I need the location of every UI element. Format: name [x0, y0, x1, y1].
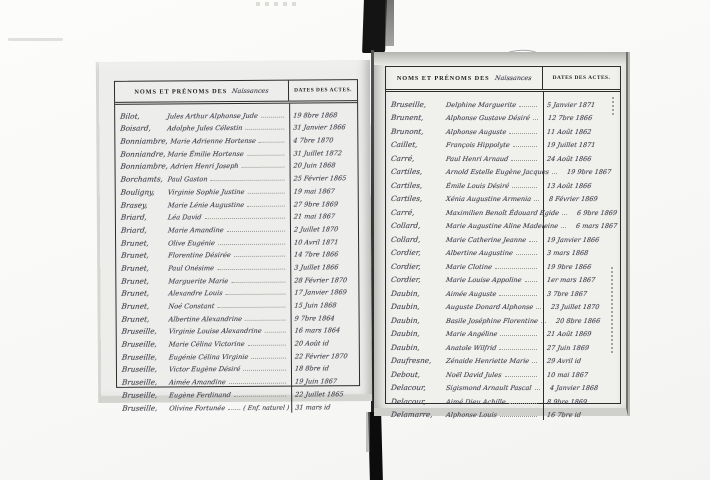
- register-page-right: [374, 52, 628, 419]
- table-row: [386, 110, 620, 124]
- surname: Carré,: [390, 153, 416, 163]
- given-names: Aimé Dieu Achille: [445, 397, 507, 406]
- dotted-leader: [241, 167, 284, 168]
- given-names: Alexandre Louis: [167, 289, 224, 298]
- table-row: [117, 399, 359, 413]
- dotted-leader: [500, 416, 537, 417]
- surname: Collard,: [390, 234, 422, 244]
- surname: Bruseille,: [121, 364, 158, 375]
- table-row: [386, 123, 620, 137]
- dotted-leader: [516, 254, 537, 255]
- dotted-leader: [226, 294, 286, 295]
- binding-shadow-smudge: [385, 0, 394, 46]
- given-names: Aimée Auguste: [445, 289, 497, 298]
- given-names: Olive Eugénie: [167, 238, 216, 248]
- table-row: [117, 310, 359, 324]
- act-date: 21 mai 1867: [293, 212, 336, 221]
- dotted-leader: [246, 129, 285, 130]
- surname: Bonniambre,: [119, 136, 169, 146]
- act-date: 19 9bre 1866: [546, 262, 592, 271]
- dotted-leader: [211, 180, 285, 182]
- dotted-leader: [234, 395, 286, 396]
- surname: Bilot,: [119, 111, 141, 121]
- given-names: Eugène Ferdinand: [168, 390, 232, 400]
- given-names: Alphonse Auguste: [445, 127, 507, 136]
- table-row: [386, 218, 620, 232]
- table-row: [386, 380, 620, 394]
- act-date: 19 Janvier 1866: [546, 235, 600, 244]
- category-handwritten: Naissances: [494, 74, 532, 82]
- table-row: [386, 137, 620, 151]
- act-date: 15 Juin 1868: [294, 301, 337, 310]
- act-date: 6 9bre 1869: [576, 208, 618, 217]
- dotted-leader: [500, 335, 537, 336]
- given-names: Marie Augustine Aline Madeleine: [445, 222, 559, 230]
- given-names: Anatole Wilfrid: [445, 343, 497, 352]
- surname: Bonniandre,: [119, 149, 167, 159]
- act-date: 24 Août 1866: [546, 154, 592, 163]
- act-date: 19 9bre 1867: [566, 168, 612, 176]
- surname: Boisard,: [119, 123, 152, 134]
- dotted-leader: [513, 146, 537, 147]
- given-names: Marie Louise Appoline: [445, 276, 523, 284]
- table-row: [386, 285, 620, 299]
- act-date: 22 Février 1870: [294, 351, 349, 361]
- surname: Bonniambre,: [120, 161, 169, 172]
- dotted-leader: [258, 142, 284, 143]
- surname: Bruseille,: [121, 390, 158, 400]
- dates-printed-label: DATES DES ACTES.: [552, 75, 611, 81]
- act-date: 31 Juillet 1872: [292, 148, 343, 158]
- surname: Daubin,: [390, 288, 421, 298]
- act-date: 10 Avril 1871: [293, 237, 339, 247]
- act-date: 8 9bre 1869: [546, 397, 588, 406]
- surname: Carré,: [390, 207, 416, 217]
- surname: Brunet,: [120, 288, 150, 299]
- table-row: [386, 191, 620, 205]
- dotted-leader: [495, 268, 537, 269]
- names-printed-label: NOMS ET PRÉNOMS DES: [396, 74, 490, 82]
- row-note: ( Enf. naturel ): [242, 404, 290, 412]
- table-row: [386, 299, 620, 313]
- act-date: 13 Août 1866: [546, 181, 592, 190]
- surname: Daubin,: [390, 329, 421, 338]
- table-row: [116, 234, 358, 248]
- dotted-leader: [499, 295, 537, 296]
- act-date: 17 Janvier 1869: [293, 288, 348, 297]
- dates-printed-label: DATES DES ACTES.: [294, 87, 352, 94]
- binding-bottom-shadow: [366, 412, 370, 452]
- given-names: Albertine Augustine: [445, 249, 514, 257]
- table-row: [116, 196, 358, 210]
- given-names: Marie Adrienne Hortense: [169, 136, 256, 146]
- surname: Cartiles,: [390, 180, 423, 190]
- given-names: Noé Constant: [168, 302, 215, 311]
- dotted-leader: [247, 154, 284, 155]
- act-date: 31 mars id: [294, 402, 331, 412]
- table-row: [386, 164, 620, 178]
- given-names: Florentine Désirée: [167, 251, 232, 260]
- dotted-leader: [234, 256, 285, 257]
- surname: Daubin,: [390, 315, 421, 325]
- surname: Cartiles,: [390, 194, 423, 203]
- dotted-leader: [243, 370, 286, 371]
- surname: Cordier,: [390, 261, 422, 271]
- act-date: 20 Août id: [294, 339, 330, 348]
- dotted-leader: [533, 119, 538, 120]
- given-names: Marie Clotine: [445, 262, 493, 271]
- dotted-leader: [265, 332, 286, 333]
- surname: Bruseille,: [121, 326, 158, 337]
- dotted-leader: [248, 345, 286, 346]
- given-names: Paul Onésime: [167, 264, 215, 273]
- act-date: 3 Juillet 1866: [293, 263, 340, 272]
- given-names: Eugénie Célina Virginie: [168, 352, 249, 362]
- given-names: Arnold Estelle Eugène Jacques: [445, 168, 550, 176]
- given-names: Paul Henri Arnaud: [445, 154, 509, 163]
- surname: Delamarre,: [390, 410, 434, 419]
- dotted-leader: [218, 243, 285, 244]
- surname: Delacour,: [390, 383, 427, 392]
- act-date: 29 Avril id: [546, 357, 582, 365]
- dotted-leader: [519, 106, 537, 107]
- dotted-leader: [525, 281, 537, 282]
- table-row: [386, 339, 620, 353]
- surname: Caillet,: [390, 140, 419, 149]
- act-date: 18 8bre id: [294, 364, 330, 374]
- given-names: Émile Louis Désiré: [445, 181, 510, 190]
- page-edge-imprint: [611, 267, 613, 355]
- act-date: 20 8bre 1866: [555, 316, 601, 325]
- given-names: Marie Catherine Jeanne: [445, 235, 527, 244]
- table-row: [116, 272, 358, 286]
- table-body: [115, 103, 359, 413]
- act-date: 27 9bre 1869: [293, 199, 339, 209]
- given-names: Aimée Amandine: [168, 378, 227, 387]
- dotted-leader: [231, 281, 285, 282]
- act-date: 14 7bre 1866: [293, 250, 339, 259]
- given-names: Jules Arthur Alphonse Jude: [166, 111, 259, 121]
- surname: Borchamts,: [120, 174, 164, 184]
- given-names: Léa David: [167, 213, 202, 222]
- act-date: 16 7bre id: [546, 411, 582, 419]
- table-row: [115, 107, 357, 121]
- surname: Bruseille,: [121, 339, 158, 349]
- dotted-leader: [512, 187, 537, 188]
- surname: Cartiles,: [390, 167, 423, 176]
- act-date: 3 mars 1868: [546, 249, 589, 257]
- given-names: Virginie Sophie Justine: [167, 187, 246, 197]
- dotted-leader: [511, 160, 537, 161]
- surname: Cordier,: [390, 248, 422, 257]
- act-date: 31 Janvier 1866: [292, 123, 347, 132]
- register-table-right: [385, 66, 621, 419]
- dotted-leader: [245, 319, 286, 320]
- table-row: [386, 407, 620, 421]
- given-names: Auguste Donard Alphonse: [445, 303, 534, 311]
- given-names: Victor Eugène Désiré: [168, 365, 241, 374]
- header-dates-cell: [542, 67, 620, 89]
- act-date: 25 Février 1865: [293, 174, 347, 183]
- header-dates-cell: [288, 80, 357, 100]
- dotted-leader: [534, 200, 539, 201]
- given-names: Paul Gaston: [167, 175, 209, 184]
- surname: Brunet,: [121, 314, 150, 324]
- surname: Briard,: [120, 212, 148, 222]
- act-date: 23 Juillet 1870: [550, 303, 601, 311]
- given-names: Basile Joséphine Florentine: [445, 316, 539, 325]
- dotted-leader: [552, 173, 557, 174]
- surname: Brasey,: [120, 200, 149, 210]
- given-names: Marie Célina Victorine: [168, 339, 246, 349]
- book-binding-bottom: [368, 412, 383, 480]
- names-printed-label: NOMS ET PRÉNOMS DES: [134, 87, 228, 96]
- given-names: Marguerite Marie: [167, 276, 229, 286]
- act-date: 20 Juin 1868: [293, 161, 337, 171]
- act-date: 19 Juillet 1871: [546, 141, 596, 149]
- surname: Delacour,: [390, 396, 427, 406]
- act-date: 4 Janvier 1868: [549, 384, 599, 392]
- given-names: Maximilien Benoît Édouard Égide: [445, 208, 560, 217]
- dotted-leader: [535, 389, 540, 390]
- register-page-left: [96, 60, 372, 413]
- table-row: [386, 272, 620, 286]
- given-names: François Hippolyte: [445, 141, 511, 149]
- act-date: 11 Août 1862: [546, 127, 592, 136]
- given-names: Adrien Henri Joseph: [169, 162, 239, 171]
- act-date: 5 Janvier 1871: [546, 100, 596, 109]
- given-names: Sigismond Arnault Pascal: [445, 384, 533, 392]
- surname: Brunet,: [120, 301, 150, 311]
- table-header: [115, 80, 357, 105]
- surname: Bouligny,: [120, 187, 156, 197]
- dotted-leader: [562, 214, 567, 215]
- act-date: 19 mai 1867: [293, 187, 336, 196]
- surname: Cordier,: [390, 275, 422, 284]
- given-names: Zénaide Henriette Marie: [445, 357, 530, 365]
- dotted-leader: [536, 308, 541, 309]
- act-date: 12 7bre 1866: [547, 114, 593, 122]
- given-names: Marie Émilie Hortense: [167, 149, 245, 159]
- given-names: Marie Lénie Augustine: [167, 200, 245, 209]
- given-names: Marie Angéline: [445, 330, 498, 338]
- dotted-leader: [261, 116, 284, 117]
- table-row: [386, 96, 620, 110]
- table-row: [386, 231, 620, 245]
- given-names: Noël David Jules: [445, 370, 502, 379]
- header-names-cell: [115, 81, 288, 102]
- table-row: [386, 366, 620, 380]
- table-row: [386, 326, 620, 340]
- act-date: 16 mars 1864: [294, 326, 341, 335]
- surname: Debout,: [390, 369, 421, 379]
- dotted-leader: [248, 192, 285, 193]
- dotted-leader: [251, 357, 286, 358]
- dotted-leader: [509, 403, 537, 404]
- dotted-leader: [229, 383, 286, 384]
- given-names: Marie Amandine: [167, 225, 225, 235]
- scan-smudge: [256, 2, 298, 6]
- given-names: Albertine Alexandrine: [168, 314, 243, 324]
- act-date: 28 Février 1870: [293, 275, 348, 285]
- dotted-leader: [247, 205, 285, 206]
- surname: Bruseille,: [390, 99, 427, 109]
- surname: Bruseille,: [121, 403, 159, 413]
- act-date: 2 Juillet 1870: [293, 225, 339, 234]
- book-binding-top: [362, 0, 387, 53]
- scan-smudge: [8, 38, 63, 41]
- category-handwritten: Naissances: [231, 86, 270, 96]
- surname: Bruseille,: [121, 352, 158, 362]
- surname: Briard,: [120, 225, 148, 235]
- surname: Brunet,: [120, 276, 150, 286]
- dotted-leader: [532, 362, 537, 363]
- dotted-leader: [499, 349, 537, 350]
- act-date: 27 Juin 1869: [546, 343, 590, 352]
- act-date: 22 Juillet 1865: [294, 390, 345, 399]
- table-header: [386, 67, 620, 92]
- surname: Brunet,: [120, 238, 150, 248]
- act-date: 3 7bre 1867: [546, 289, 588, 298]
- table-row: [386, 150, 620, 164]
- surname: Bruseille,: [121, 377, 158, 387]
- surname: Brunent,: [390, 113, 425, 122]
- dotted-leader: [561, 227, 566, 228]
- dotted-leader: [509, 133, 537, 134]
- table-body: [386, 92, 620, 420]
- surname: Daubin,: [390, 302, 421, 311]
- surname: Brunont,: [390, 126, 425, 136]
- dotted-leader: [227, 231, 285, 232]
- act-date: 9 7bre 1864: [294, 313, 336, 323]
- table-row: [386, 245, 620, 259]
- act-date: 19 Juin 1867: [294, 377, 338, 386]
- dotted-leader: [228, 408, 240, 409]
- surname: Collard,: [390, 221, 422, 230]
- surname: Daufresne,: [390, 356, 433, 365]
- register-table-left: [114, 79, 360, 413]
- page-edge-imprint: [612, 97, 614, 115]
- act-date: 21 Août 1869: [546, 330, 592, 338]
- table-row: [386, 204, 620, 218]
- act-date: 10 mai 1867: [546, 370, 589, 379]
- table-row: [386, 353, 620, 367]
- act-date: 4 7bre 1870: [292, 136, 334, 145]
- table-row: [386, 393, 620, 407]
- dotted-leader: [529, 241, 537, 242]
- dotted-leader: [217, 307, 285, 308]
- given-names: Alphonse Gustave Désiré: [445, 114, 531, 122]
- table-row: [386, 177, 620, 191]
- given-names: Adolphe Jules Célestin: [166, 124, 244, 133]
- surname: Daubin,: [390, 342, 421, 352]
- given-names: Olivine Fortunée: [168, 403, 226, 412]
- header-names-cell: [386, 67, 542, 89]
- act-date: 1er mars 1867: [546, 276, 596, 284]
- act-date: 6 mars 1867: [575, 222, 618, 230]
- given-names: Virginie Louise Alexandrine: [168, 327, 263, 336]
- table-row: [386, 312, 620, 326]
- given-names: Xénia Augustine Armenia: [445, 195, 532, 203]
- surname: Brunet,: [120, 250, 150, 261]
- dotted-leader: [217, 269, 285, 270]
- dotted-leader: [205, 218, 285, 220]
- given-names: Delphine Marguerite: [445, 100, 517, 109]
- table-row: [386, 258, 620, 272]
- act-date: 8 Février 1869: [548, 195, 599, 203]
- act-date: 19 8bre 1868: [292, 110, 338, 120]
- surname: Brunet,: [120, 263, 150, 273]
- given-names: Alphonse Louis: [445, 411, 498, 419]
- dotted-leader: [505, 376, 538, 377]
